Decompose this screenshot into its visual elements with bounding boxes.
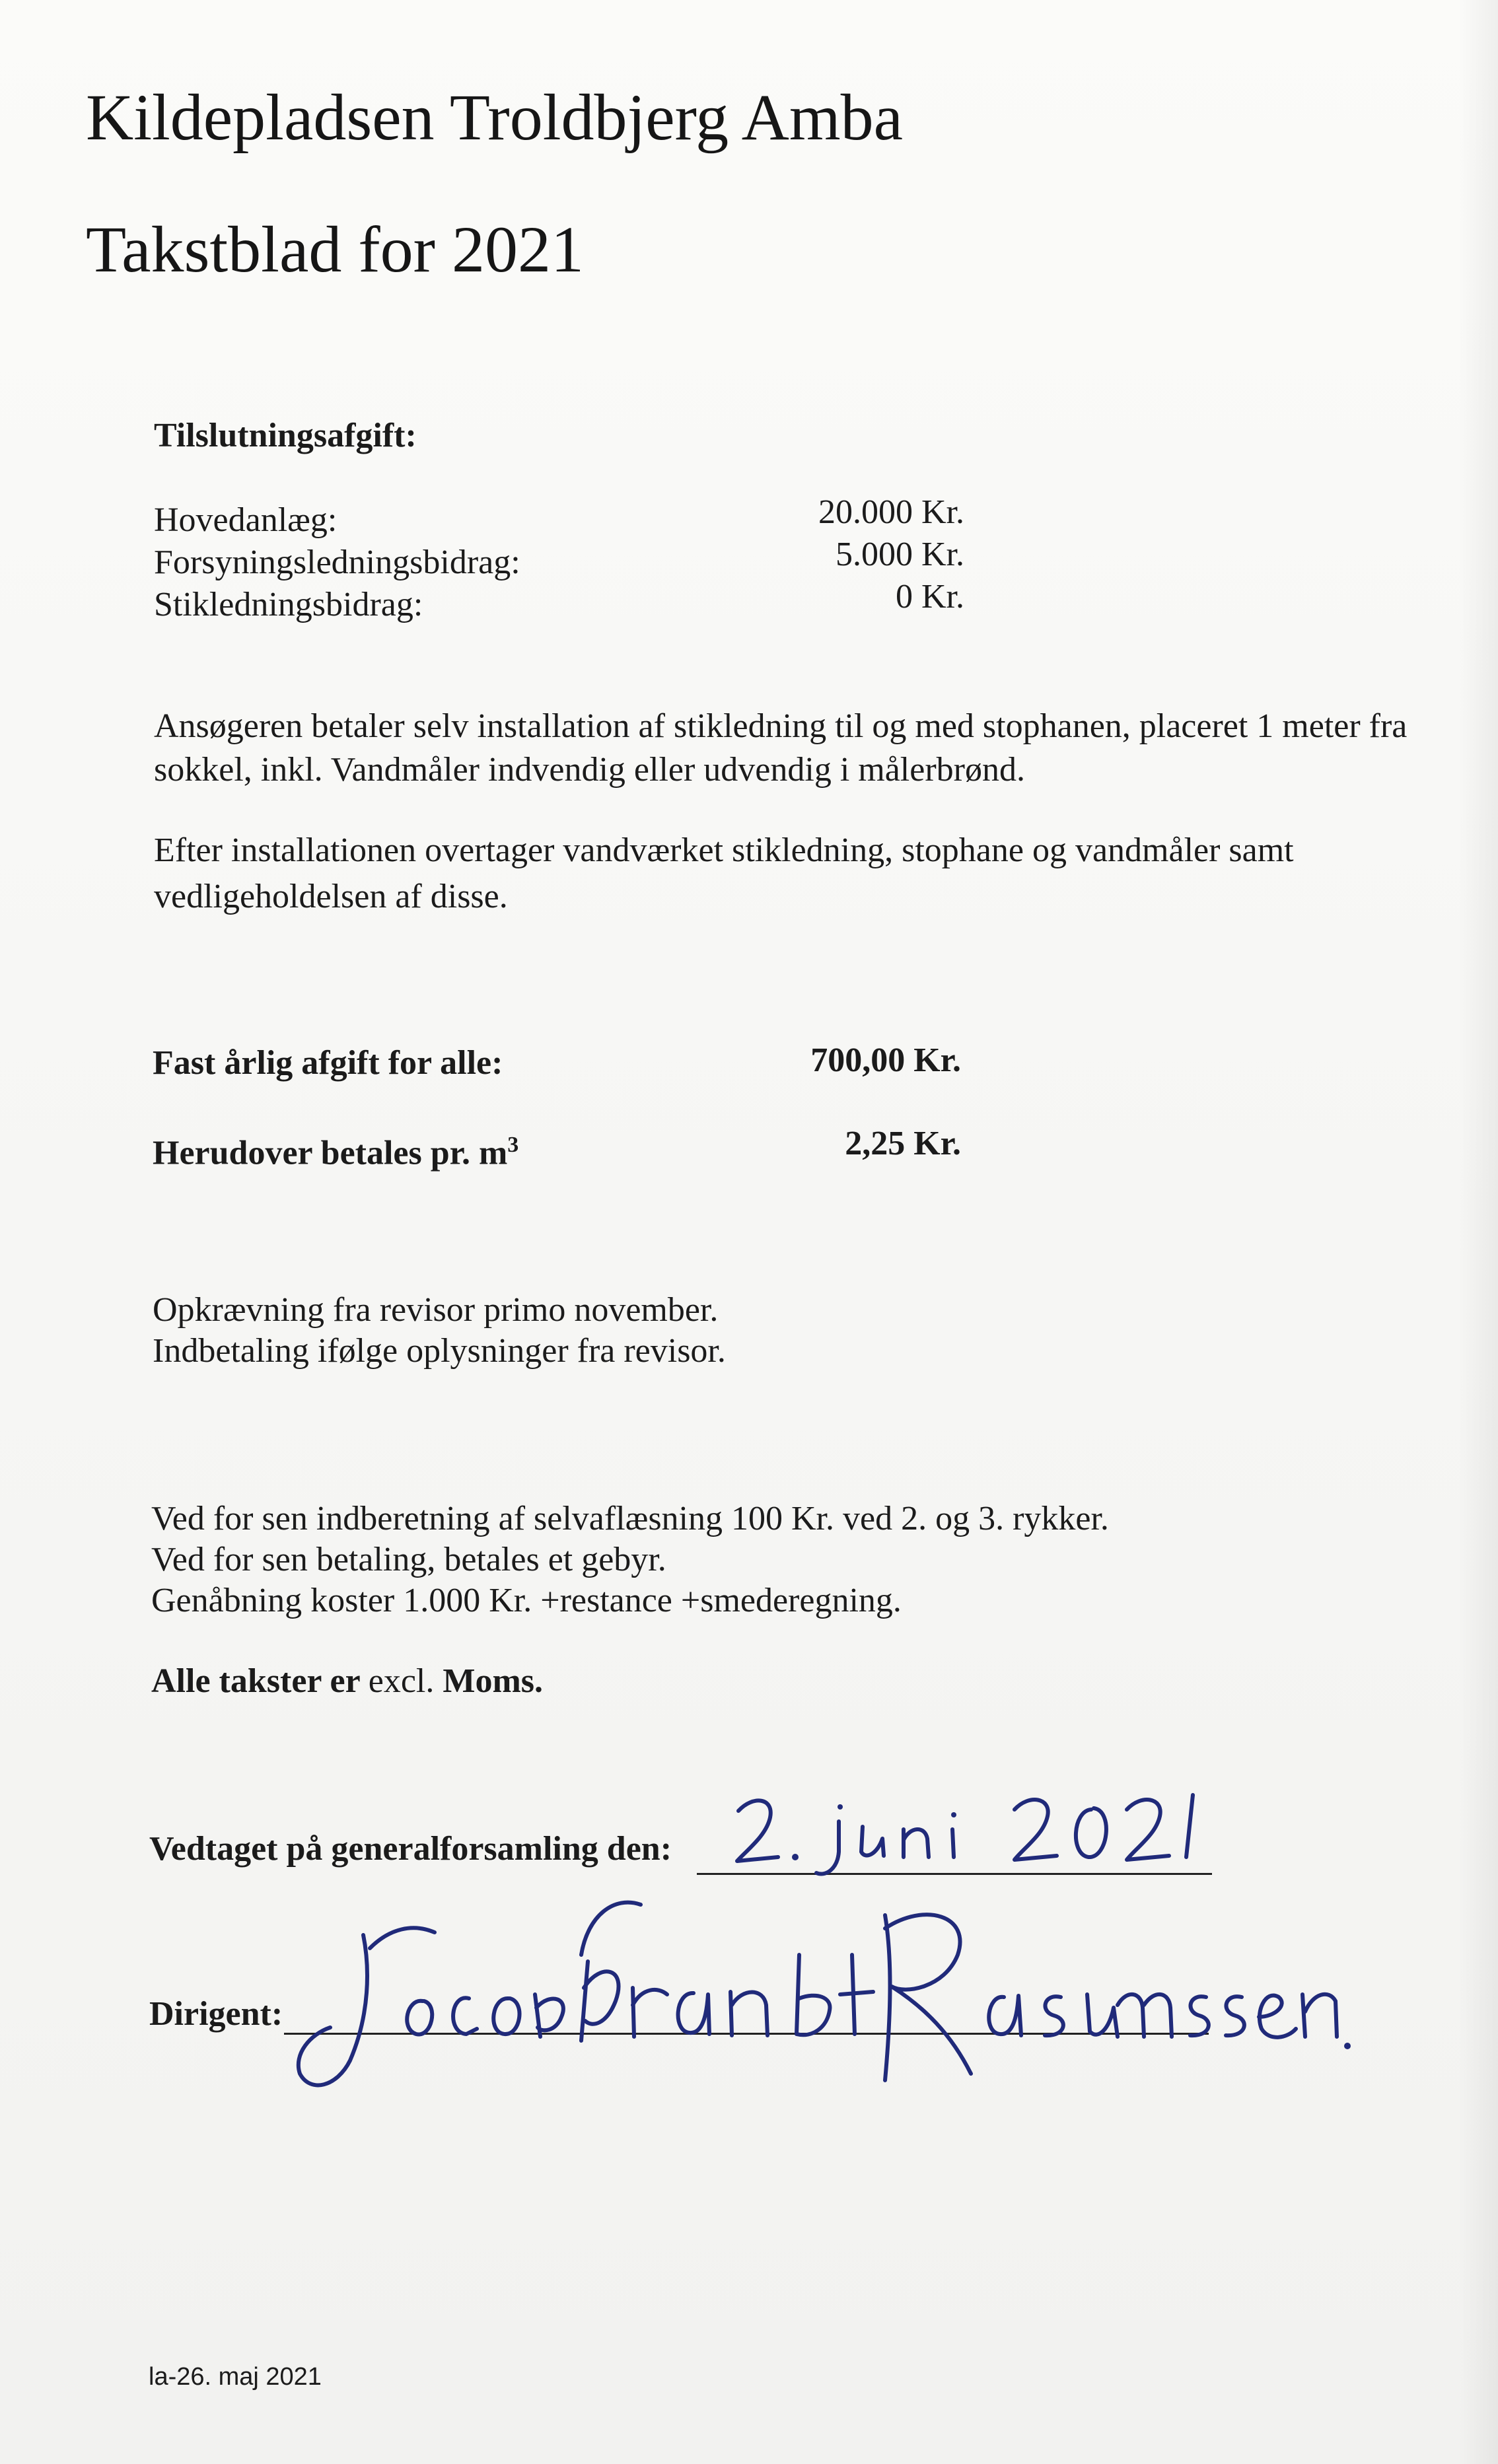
per-m3-label [153, 1124, 518, 1174]
billing-line2: Indbetaling ifølge oplysninger fra revisor. [153, 1332, 726, 1370]
handwritten-date [727, 1783, 1229, 1882]
fee-label-hovedanlaeg: Hovedanlæg: [154, 501, 338, 539]
fee-label-forsyning: Forsyningsledningsbidrag: [154, 544, 520, 581]
penalty-line2: Ved for sen betaling, betales et gebyr. [151, 1541, 666, 1578]
adopted-label: Vedtaget på generalforsamling den: [149, 1830, 672, 1868]
penalty-line3: Genåbning koster 1.000 Kr. +restance +smederegning. [151, 1582, 902, 1619]
vat-note-part2: excl. [368, 1662, 435, 1700]
fee-label-stikledning: Stikledningsbidrag: [154, 586, 423, 623]
organization-title: Kildepladsen Troldbjerg Amba [86, 81, 904, 154]
penalty-line1: Ved for sen indberetning af selvaflæsning 100 Kr. ved 2. og 3. rykker. [151, 1500, 1109, 1537]
fee-amount-hovedanlaeg: 20.000 Kr. [818, 493, 964, 531]
vat-note-part3: Moms. [434, 1662, 544, 1700]
paper-edge-shadow [1458, 0, 1498, 2464]
per-m3-label-text: Herudover betales pr. m [153, 1134, 508, 1172]
vat-note [151, 1660, 543, 1703]
paragraph1-line1: Ansøgeren betaler selv installation af stikledning til og med stophanen, placeret 1 meter fra [154, 707, 1408, 745]
paragraph2-line2: vedligeholdelsen af disse. [154, 878, 508, 915]
connection-fee-heading: Tilslutningsafgift: [154, 417, 417, 454]
annual-fee-amount: 700,00 Kr. [810, 1041, 961, 1079]
annual-fee-label: Fast årlig afgift for alle: [153, 1044, 503, 1082]
chair-label: Dirigent: [149, 1995, 283, 2033]
paragraph1-line2: sokkel, inkl. Vandmåler indvendig eller udvendig i målerbrønd. [154, 751, 1025, 789]
vat-note-part1: Alle takster er [151, 1662, 369, 1700]
per-m3-superscript: 3 [507, 1133, 519, 1157]
fee-amount-forsyning: 5.000 Kr. [836, 536, 964, 573]
document-title: Takstblad for 2021 [86, 213, 584, 286]
chair-signature [271, 1876, 1354, 2113]
footer-date: la-26. maj 2021 [149, 2363, 322, 2391]
per-m3-amount: 2,25 Kr. [845, 1125, 961, 1162]
fee-amount-stikledning: 0 Kr. [896, 578, 964, 616]
paragraph2-line1: Efter installationen overtager vandværket stikledning, stophane og vandmåler samt [154, 831, 1294, 869]
billing-line1: Opkrævning fra revisor primo november. [153, 1291, 719, 1329]
